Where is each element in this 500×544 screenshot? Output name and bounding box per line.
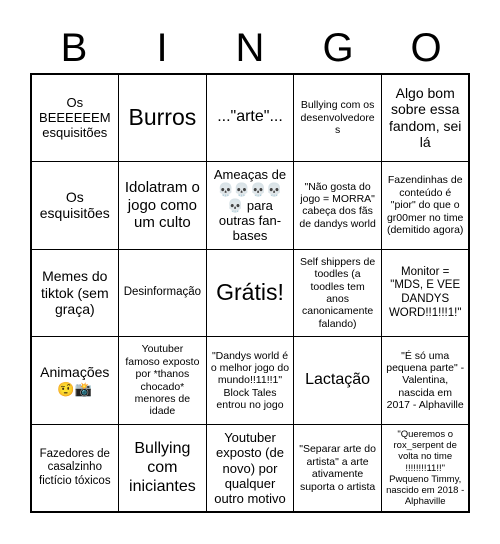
header-letter-i: I bbox=[156, 26, 168, 70]
bingo-cell-7[interactable]: Idolatram o jogo como um culto bbox=[118, 161, 207, 250]
header-letter-n: N bbox=[235, 26, 265, 70]
header-letter-g: G bbox=[322, 26, 354, 70]
bingo-cell-3[interactable]: ..."arte"... bbox=[206, 74, 295, 163]
bingo-cell-9[interactable]: "Não gosta do jogo = MORRA" cabeça dos fãs de dandys world bbox=[293, 161, 382, 250]
bingo-cell-5[interactable]: Algo bom sobre essa fandom, sei lá bbox=[381, 74, 470, 163]
bingo-cell-12[interactable]: Desinformação bbox=[118, 249, 207, 338]
bingo-cell-11[interactable]: Memes do tiktok (sem graça) bbox=[31, 249, 120, 338]
bingo-cell-8[interactable]: Ameaças de 💀💀💀💀💀 para outras fan-bases bbox=[206, 161, 295, 250]
header-letter-b: B bbox=[60, 26, 88, 70]
bingo-cell-23[interactable]: Youtuber exposto (de novo) por qualquer outro motivo bbox=[206, 424, 295, 513]
bingo-cell-6[interactable]: Os esquisitões bbox=[31, 161, 120, 250]
bingo-cell-1[interactable]: Os BEEEEEEM esquisitões bbox=[31, 74, 120, 163]
bingo-cell-21[interactable]: Fazedores de casalzinho fictício tóxicos bbox=[31, 424, 120, 513]
bingo-cell-19[interactable]: Lactação bbox=[293, 336, 382, 425]
bingo-cell-24[interactable]: "Separar arte do artista" a arte ativamente suporta o artista bbox=[293, 424, 382, 513]
bingo-header bbox=[30, 24, 470, 72]
bingo-board bbox=[30, 73, 470, 513]
bingo-cell-4[interactable]: Bullying com os desenvolvedores bbox=[293, 74, 382, 163]
bingo-cell-17[interactable]: Youtuber famoso exposto por *thanos chocado* menores de idade bbox=[118, 336, 207, 425]
bingo-cell-16[interactable]: Animações 🤨📸 bbox=[31, 336, 120, 425]
bingo-cell-15[interactable]: Monitor = "MDS, E VEE DANDYS WORD!!1!!!1!" bbox=[381, 249, 470, 338]
bingo-cell-20[interactable]: "É só uma pequena parte" - Valentina, nascida em 2017 - Alphaville bbox=[381, 336, 470, 425]
bingo-cell-25[interactable]: "Queremos o rox_serpent de volta no time !!!!!!!!11!!" Pwqueno Timmy, nascido em 2018 - Alphaville bbox=[381, 424, 470, 513]
bingo-cell-22[interactable]: Bullying com iniciantes bbox=[118, 424, 207, 513]
bingo-cell-2[interactable]: Burros bbox=[118, 74, 207, 163]
bingo-cell-18[interactable]: "Dandys world é o melhor jogo do mundo!!11!!1" Block Tales entrou no jogo bbox=[206, 336, 295, 425]
bingo-cell-free[interactable]: Grátis! bbox=[206, 249, 295, 338]
bingo-cell-10[interactable]: Fazendinhas de conteúdo é "pior" do que o gr00mer no time (demitido agora) bbox=[381, 161, 470, 250]
header-letter-o: O bbox=[410, 26, 442, 70]
bingo-cell-14[interactable]: Self shippers de toodles (a toodles tem anos canonicamente falando) bbox=[293, 249, 382, 338]
